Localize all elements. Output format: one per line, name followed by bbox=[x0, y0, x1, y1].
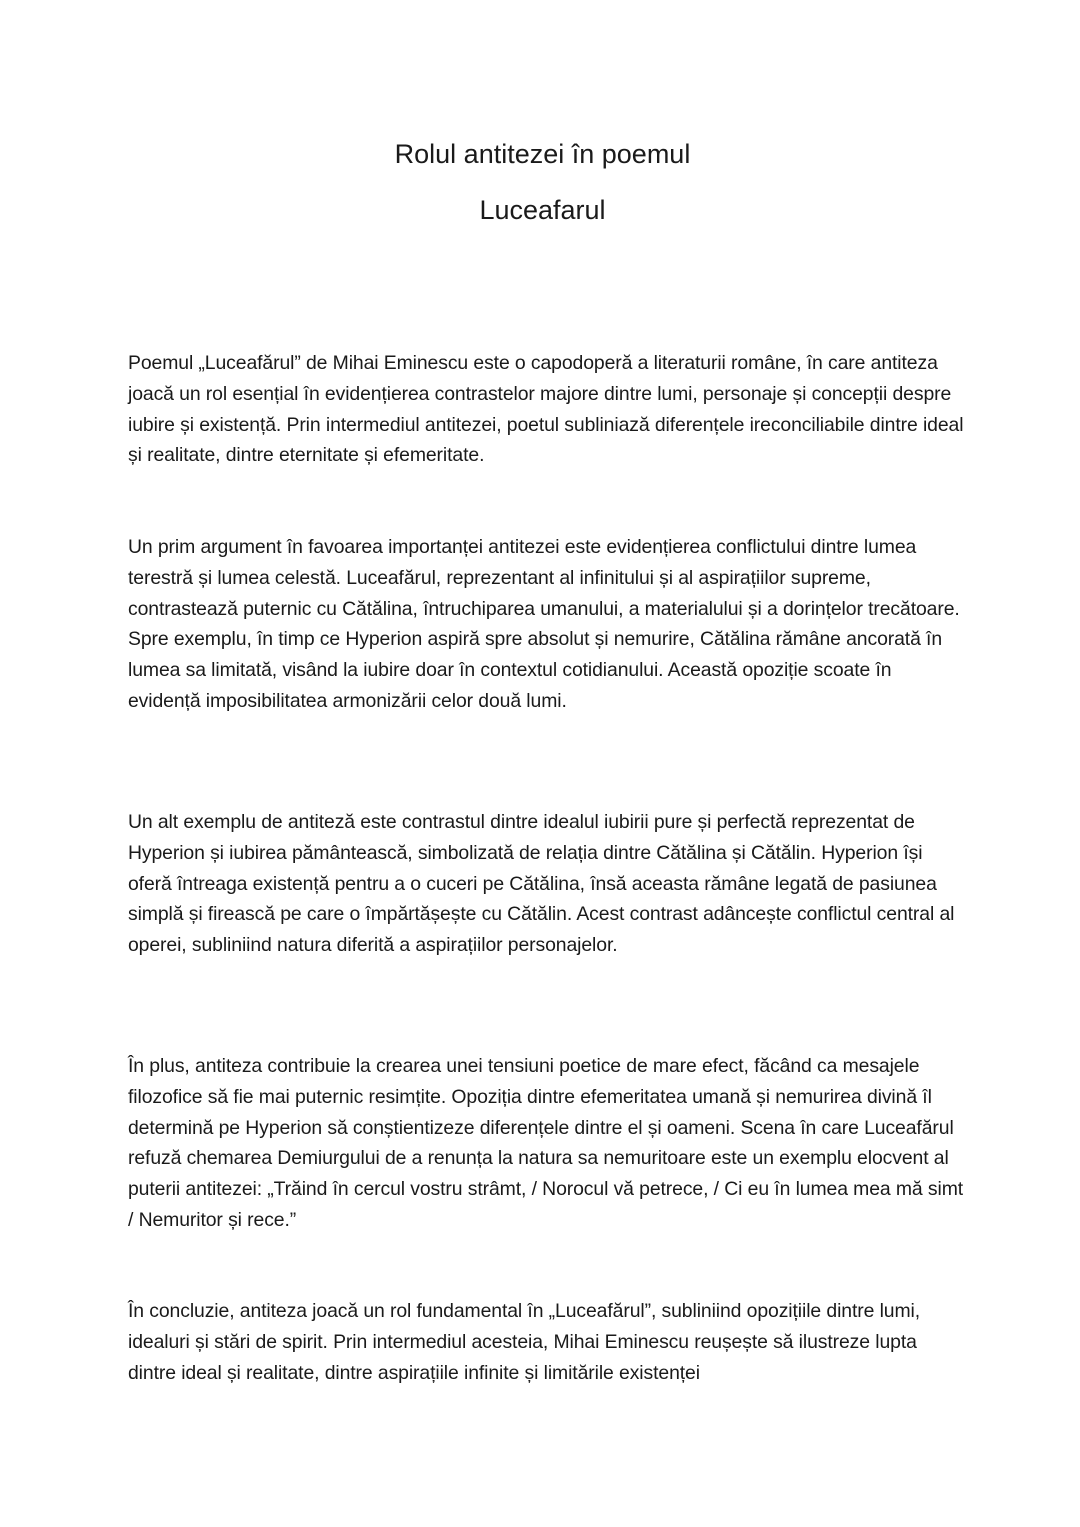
paragraph-argument-3: În plus, antiteza contribuie la crearea unei tensiuni poetice de mare efect, făcând ca mesajele filozofice să fie mai puternic resimțite. Opoziția dintre efemeritatea umană și nemurirea divină îl determină pe Hyperion să conștientizeze diferențele dintre el și oameni. Scena în care Luceafărul refuză chemarea Demiurgului de a renunța la natura sa nemuritoare este un exemplu elocvent al puterii antitezei: „Trăind în cercul vostru strâmt, / Norocul vă petrece, / Ci eu în lumea mea mă simt / Nemuritor și rece.” bbox=[128, 1055, 964, 1231]
paragraph-argument-2: Un alt exemplu de antiteză este contrastul dintre idealul iubirii pure și perfectă reprezentat de Hyperion și iubirea pământească, simbolizată de relația dintre Cătălina și Cătălin. Hyperion își oferă întreaga existență pentru a o cuceri pe Cătălina, însă aceasta rămâne legată de pasiunea simplă și firească pe care o împărtășește cu Cătălin. Acest contrast adâncește conflictul central al operei, subliniind natura diferită a aspirațiilor personajelor. bbox=[128, 811, 955, 957]
title-line-1: Rolul antitezei în poemul bbox=[394, 139, 691, 169]
title-line-2: Luceafarul bbox=[479, 195, 606, 225]
document-title bbox=[0, 126, 1080, 238]
paragraph-introduction: Poemul „Luceafărul” de Mihai Eminescu este o capodoperă a literaturii române, în care antiteza joacă un rol esențial în evidențierea contrastelor majore dintre lumi, personaje și concepții despre iubire și existență. Prin intermediul antitezei, poetul subliniază diferențele ireconciliabile dintre ideal și realitate, dintre eternitate și efemeritate. bbox=[128, 352, 964, 467]
paragraph-conclusion: În concluzie, antiteza joacă un rol fundamental în „Luceafărul”, subliniind opozițiile dintre lumi, idealuri și stări de spirit. Prin intermediul acesteia, Mihai Eminescu reușește să ilustreze lupta dintre ideal și realitate, dintre aspirațiile infinite și limitările existenței bbox=[128, 1300, 921, 1384]
paragraph-argument-1: Un prim argument în favoarea importanței antitezei este evidențierea conflictului dintre lumea terestră și lumea celestă. Luceafărul, reprezentant al infinitului și al aspirațiilor supreme, contrastează puternic cu Cătălina, întruchiparea umanului, a materialului și a dorințelor trecătoare. Spre exemplu, în timp ce Hyperion aspiră spre absolut și nemurire, Cătălina rămâne ancorată în lumea sa limitată, visând la iubire doar în contextul cotidianului. Această opoziție scoate în evidență imposibilitatea armonizării celor două lumi. bbox=[128, 536, 960, 712]
